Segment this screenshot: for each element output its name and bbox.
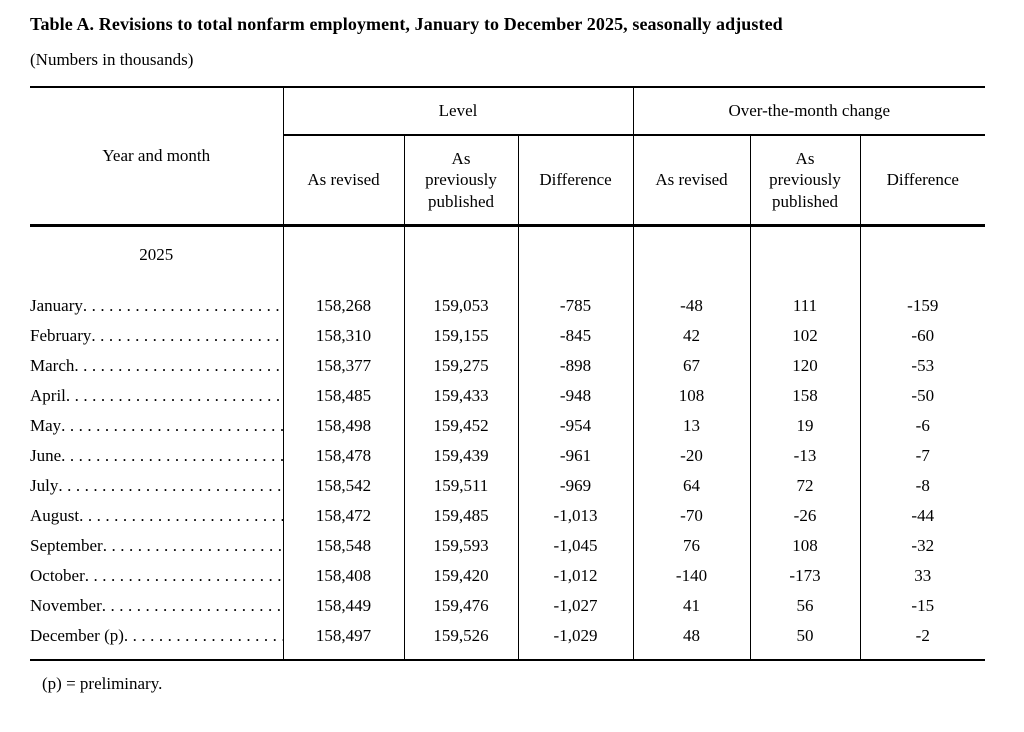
change-as-revised-cell: 48	[633, 621, 750, 660]
change-as-previously-published-cell: 120	[750, 351, 860, 381]
level-difference-cell: -1,012	[518, 561, 633, 591]
month-label-with-leader	[30, 356, 283, 376]
month-cell	[30, 561, 283, 591]
month-label-with-leader	[30, 506, 283, 526]
empty-cell	[404, 267, 518, 291]
change-as-previously-published-cell: 102	[750, 321, 860, 351]
month-label: May	[30, 416, 62, 435]
month-label: November	[30, 596, 102, 615]
level-as-previously-published-cell: 159,476	[404, 591, 518, 621]
level-as-revised-cell: 158,548	[283, 531, 404, 561]
month-cell	[30, 321, 283, 351]
month-cell	[30, 531, 283, 561]
level-difference-cell: -961	[518, 441, 633, 471]
change-as-previously-published-cell: 19	[750, 411, 860, 441]
level-as-revised-cell: 158,478	[283, 441, 404, 471]
table-row	[30, 561, 985, 591]
spacer-row	[30, 267, 985, 291]
revisions-table	[30, 86, 985, 661]
level-difference-cell: -1,045	[518, 531, 633, 561]
dot-leader	[102, 596, 283, 616]
table-header	[30, 87, 985, 226]
dot-leader	[103, 536, 283, 556]
level-difference-cell: -1,029	[518, 621, 633, 660]
year-and-month-header: Year and month	[30, 87, 283, 226]
month-cell	[30, 291, 283, 321]
change-as-revised-cell: 67	[633, 351, 750, 381]
table-row	[30, 501, 985, 531]
change-as-previously-published-cell: 108	[750, 531, 860, 561]
level-as-revised-cell: 158,542	[283, 471, 404, 501]
month-label: September	[30, 536, 103, 555]
level-as-previously-published-cell: 159,420	[404, 561, 518, 591]
dot-leader	[61, 446, 282, 466]
group-header-row	[30, 87, 985, 135]
change-as-previously-published-cell: -26	[750, 501, 860, 531]
month-cell	[30, 351, 283, 381]
level-as-previously-published-cell: 159,526	[404, 621, 518, 660]
month-cell	[30, 441, 283, 471]
as-previously-published-label: As previously published	[769, 149, 841, 211]
table-row	[30, 441, 985, 471]
change-as-revised-cell: 64	[633, 471, 750, 501]
month-label-with-leader	[30, 296, 283, 316]
dot-leader	[83, 296, 283, 316]
level-as-revised-cell: 158,449	[283, 591, 404, 621]
change-as-previously-published-cell: -13	[750, 441, 860, 471]
level-as-revised-cell: 158,377	[283, 351, 404, 381]
change-difference-cell: -8	[860, 471, 985, 501]
level-difference-cell: -1,013	[518, 501, 633, 531]
month-label-with-leader	[30, 386, 283, 406]
year-label-cell: 2025	[139, 245, 174, 264]
change-as-revised-cell: -48	[633, 291, 750, 321]
dot-leader	[124, 626, 283, 646]
change-difference-cell: 33	[860, 561, 985, 591]
month-cell	[30, 591, 283, 621]
table-row	[30, 621, 985, 660]
change-as-previously-published-header	[750, 135, 860, 226]
table-row	[30, 321, 985, 351]
month-label: February	[30, 326, 92, 345]
level-as-previously-published-cell: 159,155	[404, 321, 518, 351]
month-cell	[30, 381, 283, 411]
month-label: October	[30, 566, 85, 585]
level-as-revised-cell: 158,497	[283, 621, 404, 660]
level-as-revised-cell: 158,310	[283, 321, 404, 351]
change-as-previously-published-cell: 111	[750, 291, 860, 321]
change-as-previously-published-cell: -173	[750, 561, 860, 591]
month-label-with-leader	[30, 596, 283, 616]
level-as-previously-published-cell: 159,433	[404, 381, 518, 411]
level-as-revised-cell: 158,498	[283, 411, 404, 441]
month-label: August	[30, 506, 80, 525]
empty-cell	[633, 267, 750, 291]
change-difference-cell: -7	[860, 441, 985, 471]
change-as-revised-cell: -70	[633, 501, 750, 531]
month-label: July	[30, 476, 59, 495]
month-cell	[30, 501, 283, 531]
dot-leader	[58, 476, 282, 496]
month-label-with-leader	[30, 416, 283, 436]
change-as-previously-published-cell: 50	[750, 621, 860, 660]
dot-leader	[66, 386, 283, 406]
month-label-with-leader	[30, 626, 283, 646]
change-as-previously-published-cell: 56	[750, 591, 860, 621]
level-as-previously-published-header	[404, 135, 518, 226]
level-as-previously-published-cell: 159,485	[404, 501, 518, 531]
level-as-previously-published-cell: 159,452	[404, 411, 518, 441]
month-label: June	[30, 446, 62, 465]
table-body	[30, 226, 985, 661]
change-difference-cell: -32	[860, 531, 985, 561]
as-previously-published-label: As previously published	[425, 149, 497, 211]
change-difference-cell: -15	[860, 591, 985, 621]
change-difference-cell: -50	[860, 381, 985, 411]
change-difference-cell: -53	[860, 351, 985, 381]
level-group-header: Level	[283, 87, 633, 135]
month-label-with-leader	[30, 476, 283, 496]
month-cell	[30, 471, 283, 501]
empty-cell	[30, 267, 283, 291]
change-as-revised-cell: -20	[633, 441, 750, 471]
table-row	[30, 471, 985, 501]
over-the-month-change-group-header: Over-the-month change	[633, 87, 985, 135]
year-row	[30, 226, 985, 268]
month-label: January	[30, 296, 83, 315]
change-as-revised-cell: 42	[633, 321, 750, 351]
empty-cell	[283, 226, 404, 268]
empty-cell	[518, 226, 633, 268]
month-label-with-leader	[30, 566, 283, 586]
level-difference-cell: -954	[518, 411, 633, 441]
empty-cell	[750, 226, 860, 268]
level-difference-cell: -898	[518, 351, 633, 381]
change-as-revised-cell: 108	[633, 381, 750, 411]
table-row	[30, 591, 985, 621]
month-label: March	[30, 356, 75, 375]
change-as-revised-header: As revised	[633, 135, 750, 226]
level-as-previously-published-cell: 159,593	[404, 531, 518, 561]
month-label-with-leader	[30, 326, 283, 346]
change-as-revised-cell: 76	[633, 531, 750, 561]
level-as-previously-published-cell: 159,439	[404, 441, 518, 471]
level-difference-cell: -785	[518, 291, 633, 321]
month-label-with-leader	[30, 446, 283, 466]
level-as-revised-cell: 158,472	[283, 501, 404, 531]
table-row	[30, 351, 985, 381]
month-cell	[30, 411, 283, 441]
level-as-revised-cell: 158,485	[283, 381, 404, 411]
level-difference-cell: -948	[518, 381, 633, 411]
change-difference-header: Difference	[860, 135, 985, 226]
change-difference-cell: -159	[860, 291, 985, 321]
table-row	[30, 381, 985, 411]
level-as-previously-published-cell: 159,275	[404, 351, 518, 381]
change-as-revised-cell: 41	[633, 591, 750, 621]
table-row	[30, 531, 985, 561]
table-title: Table A. Revisions to total nonfarm employment, January to December 2025, seasonally adjusted	[30, 14, 783, 34]
table-subtitle: (Numbers in thousands)	[30, 50, 194, 69]
dot-leader	[85, 566, 283, 586]
level-difference-header: Difference	[518, 135, 633, 226]
month-label: April	[30, 386, 66, 405]
level-as-revised-header: As revised	[283, 135, 404, 226]
month-label: December (p)	[30, 626, 124, 645]
empty-cell	[283, 267, 404, 291]
level-as-previously-published-cell: 159,511	[404, 471, 518, 501]
level-as-previously-published-cell: 159,053	[404, 291, 518, 321]
level-difference-cell: -969	[518, 471, 633, 501]
empty-cell	[750, 267, 860, 291]
dot-leader	[74, 356, 282, 376]
dot-leader	[91, 326, 282, 346]
month-label-with-leader	[30, 536, 283, 556]
change-difference-cell: -44	[860, 501, 985, 531]
change-as-previously-published-cell: 158	[750, 381, 860, 411]
level-as-revised-cell: 158,408	[283, 561, 404, 591]
change-difference-cell: -60	[860, 321, 985, 351]
table-row	[30, 411, 985, 441]
change-difference-cell: -2	[860, 621, 985, 660]
level-difference-cell: -1,027	[518, 591, 633, 621]
empty-cell	[404, 226, 518, 268]
table-row	[30, 291, 985, 321]
dot-leader	[79, 506, 282, 526]
change-difference-cell: -6	[860, 411, 985, 441]
change-as-revised-cell: -140	[633, 561, 750, 591]
empty-cell	[860, 226, 985, 268]
level-difference-cell: -845	[518, 321, 633, 351]
level-as-revised-cell: 158,268	[283, 291, 404, 321]
preliminary-footnote: (p) = preliminary.	[42, 674, 163, 693]
empty-cell	[860, 267, 985, 291]
change-as-revised-cell: 13	[633, 411, 750, 441]
empty-cell	[633, 226, 750, 268]
empty-cell	[518, 267, 633, 291]
month-cell	[30, 621, 283, 660]
change-as-previously-published-cell: 72	[750, 471, 860, 501]
dot-leader	[61, 416, 282, 436]
